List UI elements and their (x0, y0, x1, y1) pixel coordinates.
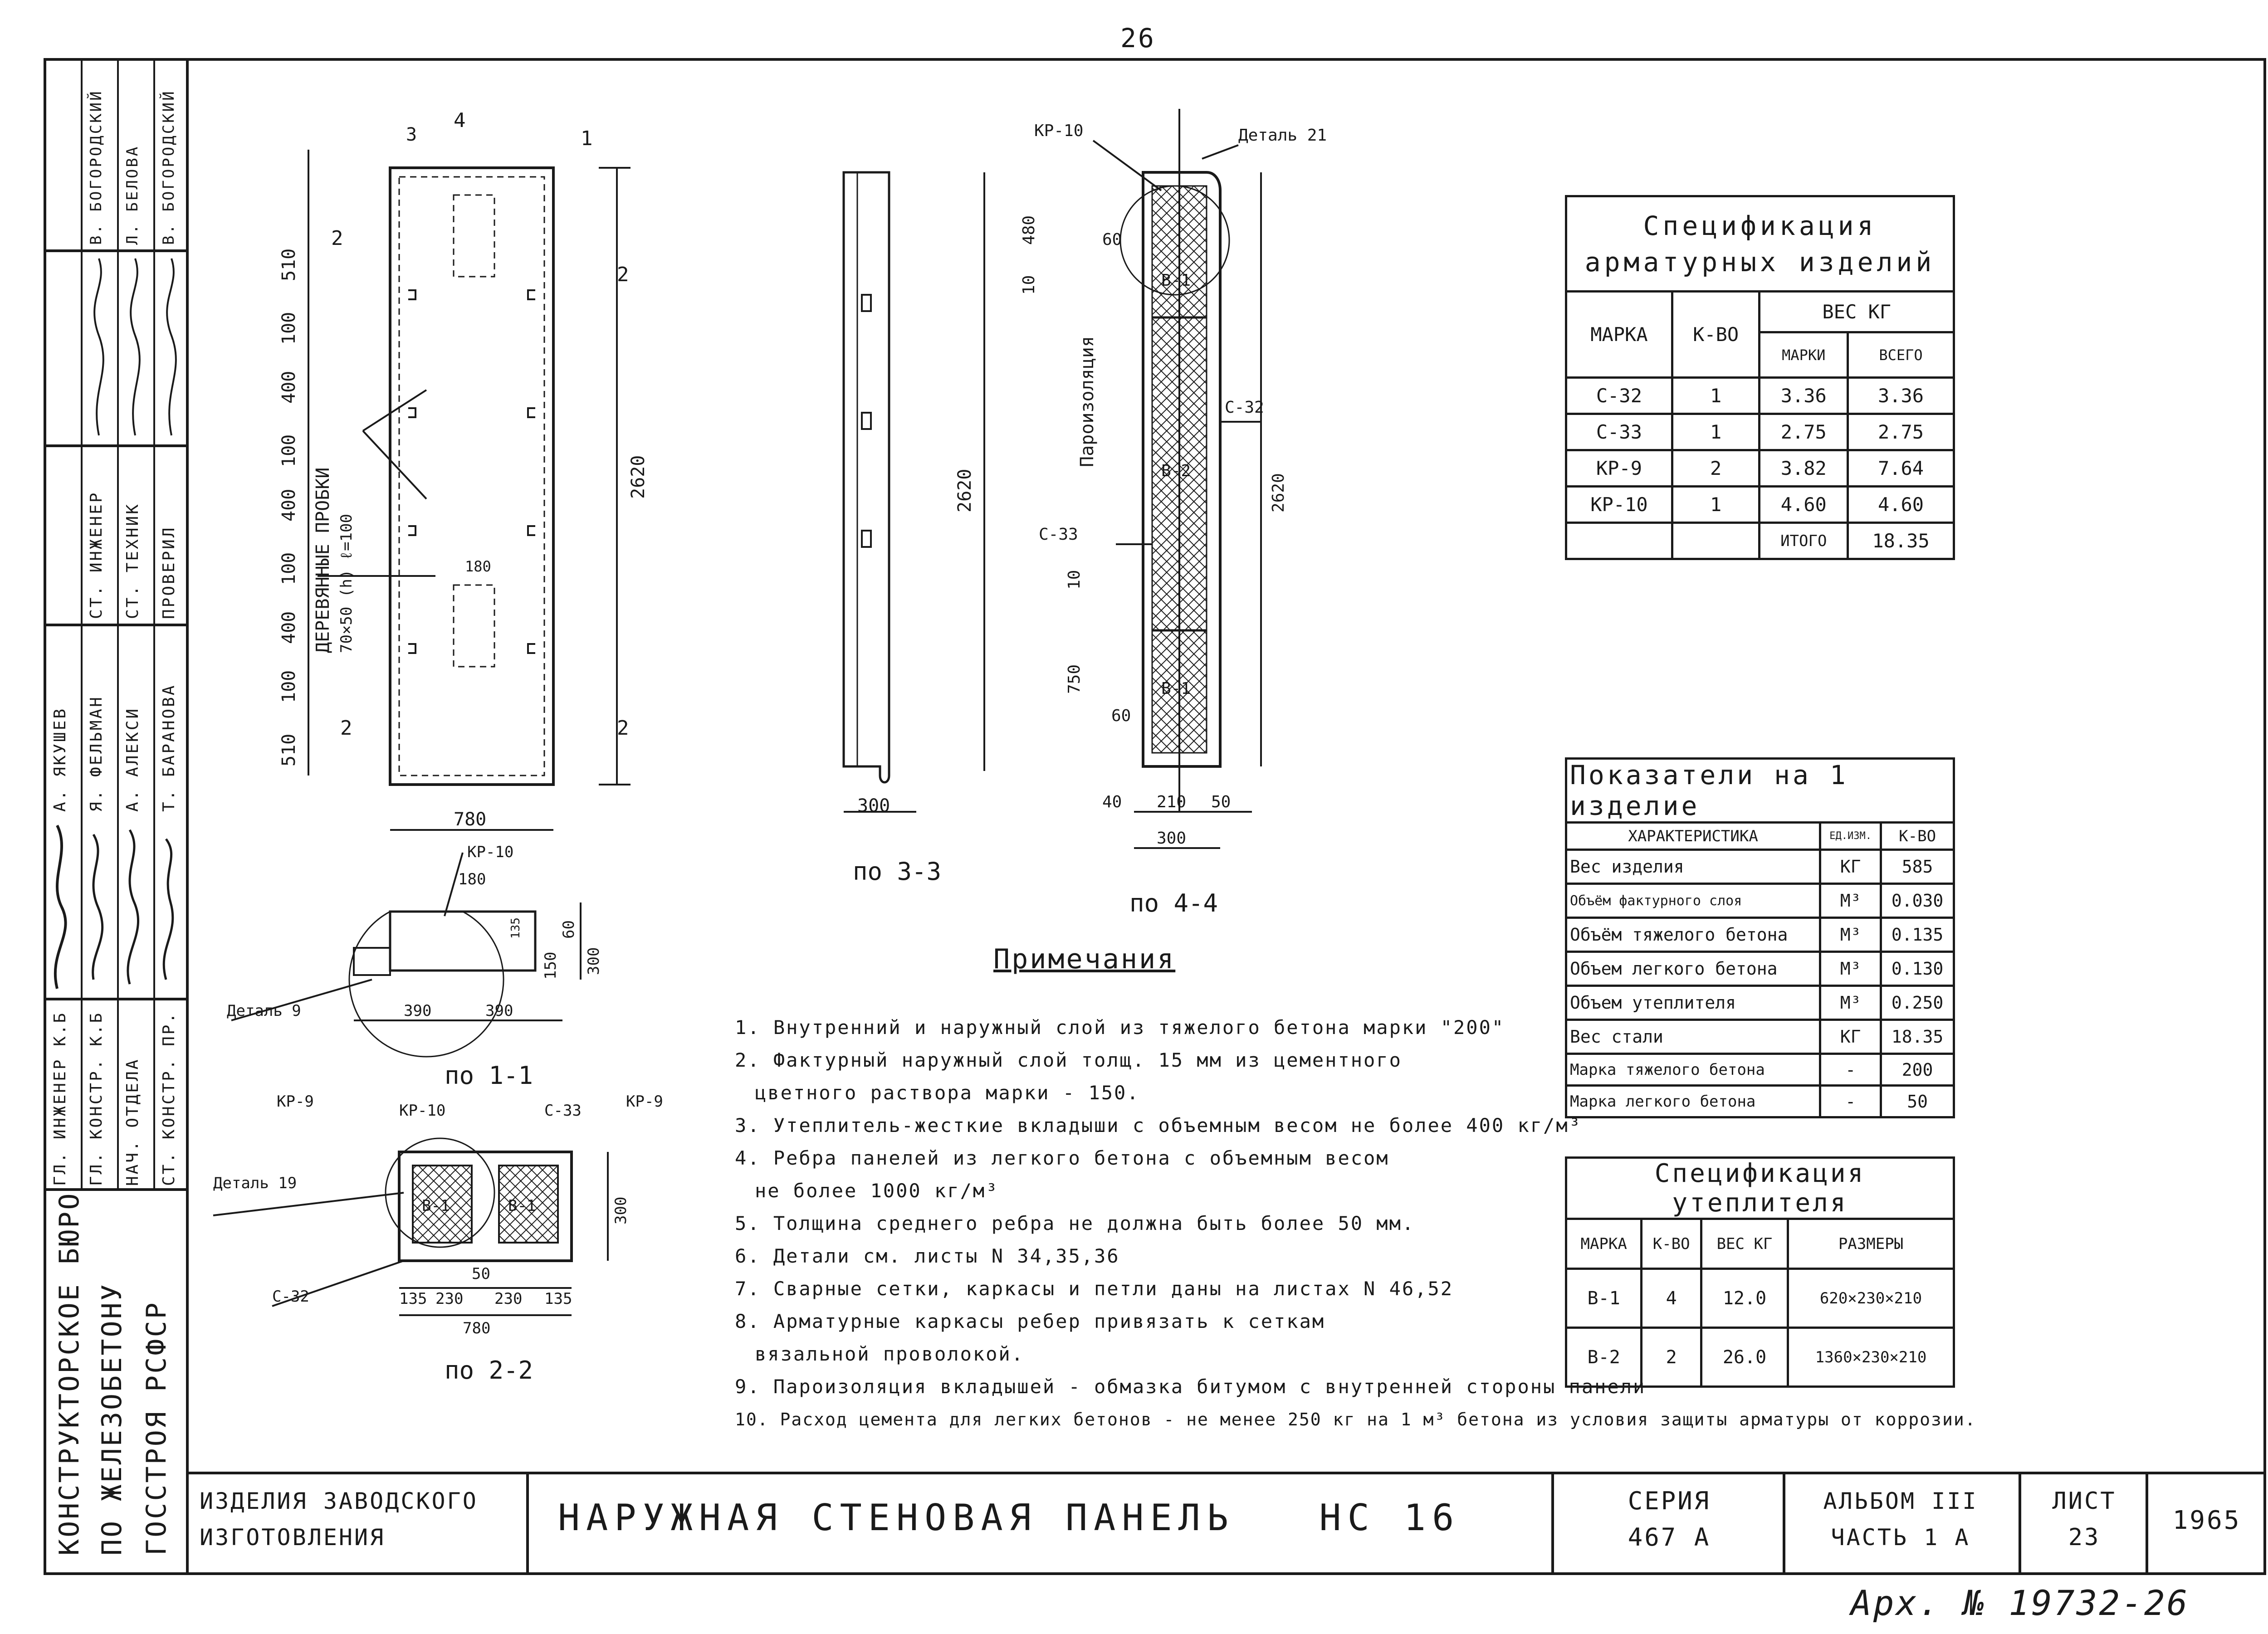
indicators-table (1565, 757, 1955, 1118)
spec-arm-total-value: 18.35 (1848, 523, 1954, 559)
sec22-c32: С-32 (272, 1288, 309, 1306)
note-line: не более 1000 кг/м³ (755, 1180, 999, 1202)
side-height: 2620 (954, 468, 975, 512)
spec-armature-table (1565, 195, 1955, 560)
side-stamp-col-line (153, 58, 155, 1188)
sec22-kr9b: КР-9 (626, 1093, 663, 1111)
spec-arm-total-label: ИТОГО (1760, 523, 1848, 559)
title-block-line (1783, 1472, 1785, 1575)
indicators-h-char: ХАРАКТЕРИСТИКА (1566, 823, 1820, 850)
title-block-line (1551, 1472, 1554, 1575)
role-checked: ПРОВЕРИЛ (160, 526, 178, 619)
side-stamp-col-line (117, 58, 119, 1188)
sec4-dim60b: 60 (1111, 707, 1131, 725)
ind-name: Объём тяжелого бетона (1566, 918, 1820, 952)
sec4-b2: В-2 (1161, 462, 1191, 480)
section-mark-2: 2 (340, 717, 352, 740)
ind-unit: КГ (1820, 1020, 1881, 1054)
ind-name: Объем легкого бетона (1566, 952, 1820, 986)
indicators-h-unit: ЕД.ИЗМ. (1820, 823, 1881, 850)
title-block-line (526, 1472, 529, 1575)
sec4-detail21: Деталь 21 (1238, 126, 1327, 145)
side-stamp-divider (44, 624, 189, 626)
note-line: цветного раствора марки - 150. (755, 1082, 1140, 1104)
spec-arm-cell: 4.60 (1848, 487, 1954, 523)
sec4-w210: 210 (1157, 793, 1187, 811)
spec-insul-cell: В-2 (1566, 1328, 1642, 1387)
title-category (200, 1483, 478, 1556)
front-dim: 100 (279, 552, 299, 585)
title-block-line (189, 1472, 2266, 1474)
spec-insul-h-mark: МАРКА (1566, 1219, 1642, 1269)
sec11-d135: 135 (509, 917, 523, 939)
sec22-detail19: Деталь 19 (213, 1174, 297, 1192)
section-4-4-label: по 4-4 (1129, 889, 1218, 917)
sec22-kr10: КР-10 (399, 1102, 446, 1120)
ind-unit: - (1820, 1054, 1881, 1086)
sec4-dim60a: 60 (1102, 230, 1122, 249)
section-mark-3: 3 (406, 124, 417, 145)
spec-arm-cell: С-32 (1566, 378, 1672, 414)
spec-insul-h-qty: К-ВО (1642, 1219, 1701, 1269)
note-line: 2. Фактурный наружный слой толщ. 15 мм из цементного (735, 1049, 1402, 1071)
side-stamp-divider (44, 249, 189, 252)
role-department-head: НАЧ. ОТДЕЛА (123, 1058, 142, 1186)
spec-arm-title1: Спецификация (1643, 210, 1877, 241)
signatures-upper (81, 254, 190, 440)
section-3-3 (835, 168, 1043, 884)
side-stamp-divider (44, 444, 189, 447)
section-1-1-label: по 1-1 (445, 1061, 533, 1090)
note-line: 8. Арматурные каркасы ребер привязать к сеткам (735, 1310, 1325, 1332)
section-3-3-label: по 3-3 (853, 857, 942, 886)
spec-arm-cell: 3.36 (1760, 378, 1848, 414)
title-name: НАРУЖНАЯ СТЕНОВАЯ ПАНЕЛЬ НС 16 (558, 1497, 1461, 1539)
name-bogorodsky-2: В. БОГОРОДСКИЙ (160, 89, 178, 245)
spec-arm-h-per: МАРКИ (1760, 332, 1848, 378)
section-mark-2: 2 (331, 227, 343, 250)
sec11-w180: 180 (458, 870, 486, 888)
front-dim: 510 (279, 248, 299, 281)
sheet-label: ЛИСТ (2052, 1488, 2116, 1515)
spec-arm-cell: 7.64 (1848, 450, 1954, 487)
ind-unit: М³ (1820, 918, 1881, 952)
spec-arm-cell: 3.36 (1848, 378, 1954, 414)
note-line: 9. Пароизоляция вкладышей - обмазка битумом с внутренней стороны панели (735, 1375, 1646, 1398)
spec-insul-h-weight: ВЕС КГ (1701, 1219, 1788, 1269)
front-height: 2620 (628, 455, 649, 499)
org-line-3: ГОССТРОЯ РСФСР (141, 1301, 172, 1556)
note-line: 4. Ребра панелей из легкого бетона с объемным весом (735, 1147, 1389, 1169)
ind-name: Вес изделия (1566, 850, 1820, 884)
spec-insul-cell: 26.0 (1701, 1328, 1788, 1387)
section-mark-2: 2 (617, 263, 629, 286)
front-dim: 400 (279, 488, 299, 522)
sec11-d150: 150 (542, 951, 560, 980)
ind-value: 585 (1881, 850, 1954, 884)
spec-arm-cell: 4.60 (1760, 487, 1848, 523)
plug-spacing: 180 (465, 558, 491, 575)
note-line: 5. Толщина среднего ребра не должна быть более 50 мм. (735, 1212, 1415, 1234)
ind-value: 200 (1881, 1054, 1954, 1086)
title-series (1560, 1483, 1778, 1556)
ind-name: Объем утеплителя (1566, 986, 1820, 1020)
section-2-2 (200, 1088, 744, 1388)
ind-value: 18.35 (1881, 1020, 1954, 1054)
side-stamp-divider (44, 1188, 189, 1191)
part-label: ЧАСТЬ 1 А (1831, 1524, 1970, 1551)
ind-name: Вес стали (1566, 1020, 1820, 1054)
sheet-value: 23 (2068, 1524, 2101, 1551)
plug-label: ДЕРЕВЯННЫЕ ПРОБКИ (313, 467, 333, 653)
name-felman: Я. ФЕЛЬМАН (87, 695, 106, 812)
sec4-vapor: Пароизоляция (1077, 336, 1098, 467)
sec4-dim10b: 10 (1065, 570, 1084, 590)
ind-name: Марка тяжелого бетона (1566, 1054, 1820, 1086)
sec4-kr10: КР-10 (1034, 122, 1084, 140)
spec-arm-h-weight: ВЕС КГ (1760, 292, 1954, 332)
spec-arm-cell: КР-10 (1566, 487, 1672, 523)
ind-value: 0.250 (1881, 986, 1954, 1020)
role-senior-constructor: СТ. КОНСТР. ПР. (160, 1011, 178, 1186)
sec11-w390b: 390 (485, 1002, 513, 1020)
spec-insul-h-size: РАЗМЕРЫ (1788, 1219, 1954, 1269)
front-dim: 400 (279, 611, 299, 644)
sec22-w135a: 135 (399, 1290, 427, 1308)
sec4-w300: 300 (1157, 829, 1187, 848)
role-senior-engineer: СТ. ИНЖЕНЕР (87, 491, 106, 619)
spec-insul-title: Спецификация утеплителя (1566, 1158, 1954, 1219)
front-dim: 100 (279, 312, 299, 345)
org-line-1: КОНСТРУКТОРСКОЕ БЮРО (54, 1191, 85, 1556)
spec-arm-cell: 2.75 (1760, 414, 1848, 450)
note-line: 10. Расход цемента для легких бетонов - не менее 250 кг на 1 м³ бетона из условия защиты арматуры от коррозии. (735, 1410, 1976, 1429)
section-2-2-label: по 2-2 (445, 1356, 533, 1385)
indicators-title: Показатели на 1 изделие (1566, 759, 1954, 823)
sec22-w50: 50 (472, 1265, 490, 1283)
sec4-b1-bot: В-1 (1161, 679, 1191, 698)
note-line: 6. Детали см. листы N 34,35,36 (735, 1245, 1120, 1267)
ind-value: 50 (1881, 1086, 1954, 1117)
ind-unit: М³ (1820, 986, 1881, 1020)
ind-value: 0.030 (1881, 884, 1954, 918)
title-category-2: ИЗГОТОВЛЕНИЯ (200, 1524, 386, 1551)
title-block-line (2019, 1472, 2021, 1575)
sec11-kr10: КР-10 (467, 843, 514, 861)
role-senior-technician: СТ. ТЕХНИК (123, 502, 142, 619)
sec11-w390a: 390 (404, 1002, 432, 1020)
title-year: 1965 (2172, 1506, 2241, 1535)
ind-name: Марка легкого бетона (1566, 1086, 1820, 1117)
name-belova: Л. БЕЛОВА (123, 145, 142, 245)
spec-insul-cell: 12.0 (1701, 1269, 1788, 1328)
sec22-h300: 300 (612, 1196, 630, 1224)
front-view (254, 109, 753, 889)
spec-arm-cell: КР-9 (1566, 450, 1672, 487)
indicators-h-qty: К-ВО (1881, 823, 1954, 850)
sec22-w230a: 230 (435, 1290, 464, 1308)
side-stamp-divider (44, 998, 189, 1000)
spec-arm-cell: С-33 (1566, 414, 1672, 450)
spec-insul-cell: 2 (1642, 1328, 1701, 1387)
name-baranova: Т. БАРАНОВА (160, 683, 178, 812)
title-block-line (2146, 1472, 2148, 1575)
sec11-detail9: Деталь 9 (227, 1002, 301, 1020)
section-4-4 (1020, 104, 1334, 930)
insulation-spec-table (1565, 1156, 1955, 1388)
series-label: СЕРИЯ (1628, 1487, 1711, 1515)
title-sheet (2023, 1483, 2146, 1556)
sec22-b1b: В-1 (508, 1197, 536, 1215)
org-line-2: ПО ЖЕЛЕЗОБЕТОНУ (96, 1283, 128, 1556)
sec4-c32: С-32 (1225, 398, 1264, 417)
ind-unit: - (1820, 1086, 1881, 1117)
sec11-d300: 300 (585, 947, 603, 975)
sec4-b1-top: В-1 (1161, 271, 1191, 290)
note-line: 7. Сварные сетки, каркасы и петли даны на листах N 46,52 (735, 1278, 1454, 1300)
front-dim: 100 (279, 670, 299, 703)
title-album (1787, 1483, 2014, 1556)
spec-arm-title2: арматурных изделий (1584, 246, 1936, 278)
sec4-c33: С-33 (1039, 525, 1078, 544)
spec-arm-cell: 1 (1672, 414, 1760, 450)
signatures-lower (44, 816, 189, 998)
section-mark-1: 1 (581, 127, 593, 150)
sec22-w135b: 135 (544, 1290, 572, 1308)
album-label: АЛЬБОМ III (1823, 1488, 1978, 1514)
name-yakushev: А. ЯКУШЕВ (51, 707, 69, 812)
sec4-dim10a: 10 (1020, 275, 1038, 295)
sec22-w230b: 230 (494, 1290, 523, 1308)
spec-arm-h-total: ВСЕГО (1848, 332, 1954, 378)
note-line: 1. Внутренний и наружный слой из тяжелого бетона марки "200" (735, 1016, 1505, 1039)
ind-value: 0.130 (1881, 952, 1954, 986)
sec4-w50: 50 (1211, 793, 1231, 811)
spec-arm-h-mark: МАРКА (1566, 292, 1672, 378)
spec-arm-cell: 2.75 (1848, 414, 1954, 450)
series-value: 467 А (1628, 1523, 1711, 1551)
ind-unit: КГ (1820, 850, 1881, 884)
spec-insul-cell: 4 (1642, 1269, 1701, 1328)
spec-insul-cell: 1360×230×210 (1788, 1328, 1954, 1387)
ind-value: 0.135 (1881, 918, 1954, 952)
spec-insul-cell: В-1 (1566, 1269, 1642, 1328)
note-line: 3. Утеплитель-жесткие вкладыши с объемным весом не более 400 кг/м³ (735, 1114, 1582, 1136)
archive-number: Арх. № 19732-26 (1851, 1583, 2190, 1623)
section-mark-4: 4 (454, 109, 466, 132)
sec22-b1a: В-1 (422, 1197, 450, 1215)
name-bogorodsky-1: В. БОГОРОДСКИЙ (87, 89, 105, 245)
sec22-w780: 780 (463, 1319, 491, 1337)
page-number: 26 (1120, 23, 1156, 54)
note-line: вязальной проволокой. (755, 1343, 1025, 1365)
ind-unit: М³ (1820, 884, 1881, 918)
front-dim: 100 (279, 434, 299, 467)
spec-arm-cell: 1 (1672, 378, 1760, 414)
side-width: 300 (857, 795, 890, 816)
spec-arm-h-qty: К-ВО (1672, 292, 1760, 378)
title-category-1: ИЗДЕЛИЯ ЗАВОДСКОГО (200, 1488, 478, 1514)
front-dim: 510 (279, 733, 299, 766)
front-dim: 400 (279, 371, 299, 404)
name-aleksi: А. АЛЕКСИ (123, 707, 142, 812)
role-chief-constructor: ГЛ. КОНСТР. К.Б (87, 1011, 106, 1186)
spec-arm-cell: 1 (1672, 487, 1760, 523)
section-mark-2: 2 (617, 717, 629, 740)
sec22-c33: С-33 (544, 1102, 582, 1120)
sec4-w40: 40 (1102, 793, 1122, 811)
front-width: 780 (454, 809, 487, 830)
ind-name: Объём фактурного слоя (1566, 884, 1820, 918)
spec-arm-cell: 2 (1672, 450, 1760, 487)
ind-unit: М³ (1820, 952, 1881, 986)
sec11-d60: 60 (560, 920, 578, 939)
section-1-1 (218, 844, 626, 1097)
sec22-kr9a: КР-9 (277, 1093, 314, 1111)
spec-arm-cell: 3.82 (1760, 450, 1848, 487)
side-stamp-col-line (81, 58, 83, 1188)
sec4-height: 2620 (1269, 473, 1288, 512)
spec-insul-cell: 620×230×210 (1788, 1269, 1954, 1328)
plug-size: 70×50 (h) ℓ=100 (337, 514, 356, 653)
notes-title: Примечания (993, 943, 1176, 975)
sec4-dim480: 480 (1020, 215, 1038, 245)
role-chief-engineer: ГЛ. ИНЖЕНЕР К.Б (51, 1011, 69, 1186)
sec4-dim750: 750 (1065, 664, 1084, 694)
